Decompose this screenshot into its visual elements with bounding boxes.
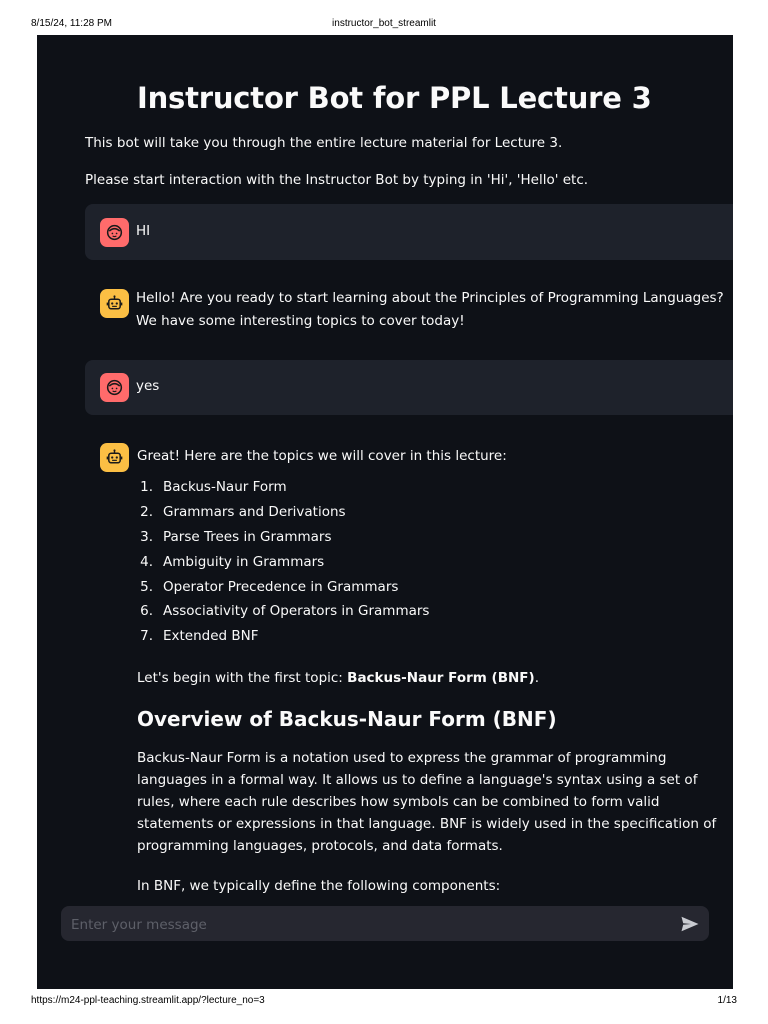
section-paragraph: Backus-Naur Form is a notation used to express the grammar of programming languages in a formal way. It allows us to define a language's syntax using a set of rules, where each rule describes how symbols can be combined to form valid statements or expressions in that language. BNF is widely used in the specification of programming languages, protocols, and data formats.: [137, 750, 717, 854]
message-text: HI: [136, 223, 151, 239]
send-button[interactable]: [679, 913, 701, 935]
topic-label: Parse Trees in Grammars: [163, 528, 332, 545]
begin-suffix: .: [534, 670, 539, 686]
message-text: Hello! Are you ready to start learning about the Principles of Programming Languages? We have some interesting topics to cover today!: [136, 290, 724, 329]
chat-message-user: [85, 360, 733, 415]
chat-message-user: [85, 204, 733, 260]
message-intro: Great! Here are the topics we will cover in this lecture:: [137, 448, 507, 464]
topic-label: Extended BNF: [163, 628, 259, 645]
user-face-icon: [100, 373, 129, 402]
page-title: Instructor Bot for PPL Lecture 3: [137, 81, 652, 115]
page-number: 1/13: [717, 995, 737, 1006]
intro-text-2: Please start interaction with the Instructor Bot by typing in 'Hi', 'Hello' etc.: [85, 172, 589, 188]
begin-topic-text: [137, 667, 732, 689]
list-number: 7.: [140, 628, 153, 645]
print-date: 8/15/24, 11:28 PM: [31, 18, 112, 29]
list-number: 5.: [140, 578, 153, 595]
streamlit-app: [37, 35, 733, 989]
send-icon: [681, 916, 699, 932]
print-url: https://m24-ppl-teaching.streamlit.app/?lecture_no=3: [31, 995, 265, 1006]
topic-label: Grammars and Derivations: [163, 503, 346, 520]
topic-label: Operator Precedence in Grammars: [163, 578, 399, 595]
list-number: 4.: [140, 553, 153, 570]
components-intro: In BNF, we typically define the following components:: [137, 878, 501, 894]
topic-label: Ambiguity in Grammars: [163, 553, 325, 570]
topic-label: Associativity of Operators in Grammars: [163, 603, 430, 620]
print-document-title: instructor_bot_streamlit: [332, 18, 436, 29]
list-number: 6.: [140, 603, 153, 620]
user-face-icon: [100, 218, 129, 247]
begin-prefix: Let's begin with the first topic:: [137, 670, 348, 686]
print-header: [0, 0, 768, 34]
list-number: 3.: [140, 528, 153, 545]
robot-icon: [100, 443, 129, 472]
message-text: yes: [136, 378, 160, 394]
chat-input-container: [61, 906, 709, 941]
chat-message-assistant: [85, 275, 733, 345]
list-number: 1.: [140, 479, 153, 495]
begin-topic-bold: Backus-Naur Form (BNF): [347, 670, 535, 686]
print-footer: [0, 990, 768, 1024]
intro-text-1: This bot will take you through the entire lecture material for Lecture 3.: [85, 135, 563, 151]
section-heading: Overview of Backus-Naur Form (BNF): [137, 707, 557, 731]
list-number: 2.: [140, 503, 153, 520]
topic-label: Backus-Naur Form: [163, 479, 287, 495]
robot-icon: [100, 289, 129, 318]
chat-input[interactable]: [69, 906, 673, 943]
